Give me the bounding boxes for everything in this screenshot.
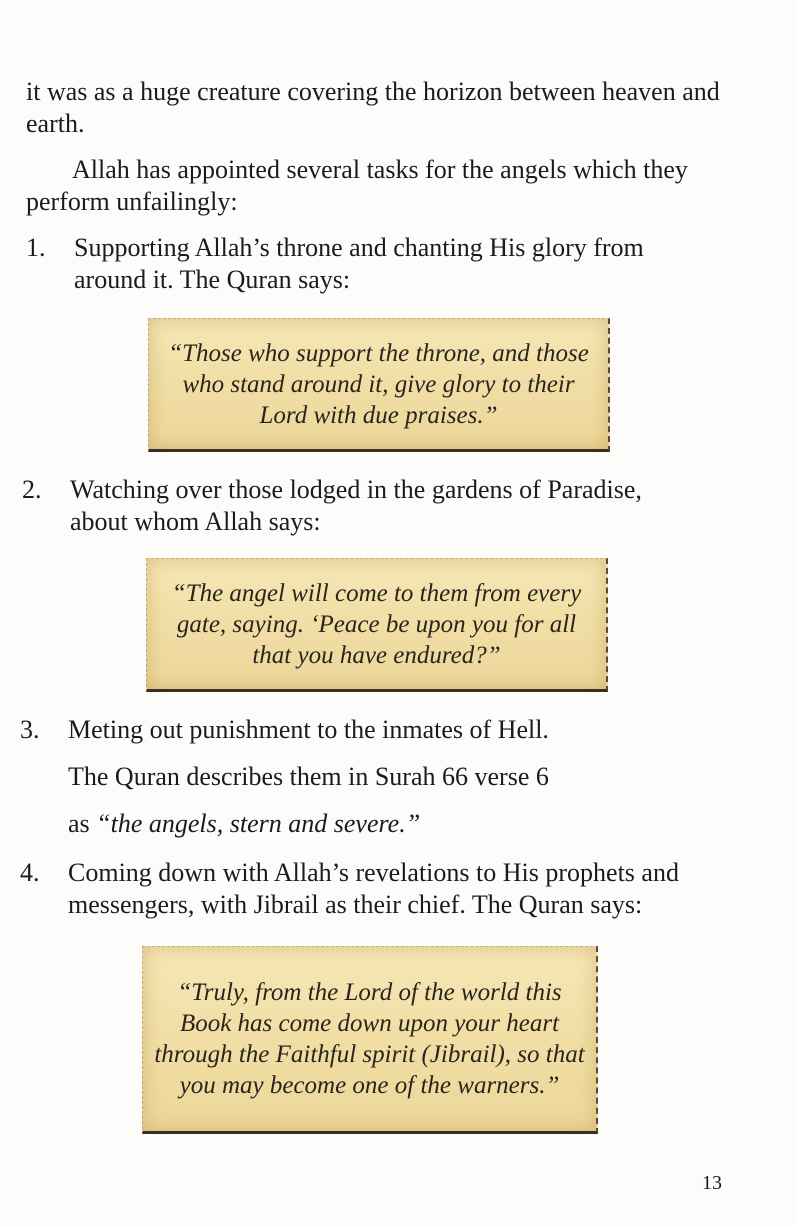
surah-quote-line xyxy=(68,808,420,840)
quote-text: “Truly, from the Lord of the world this Book has come down upon your heart through the Faithful spirit (Jibrail), so that you may become one of the warners.” xyxy=(154,979,585,1099)
list-item-number: 4. xyxy=(20,858,40,887)
quote-scroll xyxy=(146,558,608,692)
list-item xyxy=(22,474,702,538)
page-number: 13 xyxy=(702,1172,722,1194)
tasks-intro-paragraph: Allah has appointed several tasks for the angels which they perform unfailingly: xyxy=(26,155,688,216)
surah-reference: The Quran describes them in Surah 66 verse 6 xyxy=(68,762,549,791)
quote-scroll xyxy=(142,946,598,1134)
list-item-text: Watching over those lodged in the gardens of Paradise, about whom Allah says: xyxy=(70,475,642,536)
list-item-number: 2. xyxy=(22,475,42,504)
intro-paragraph: it was as a huge creature covering the horizon between heaven and earth. xyxy=(26,77,720,138)
list-item-text: Supporting Allah’s throne and chanting His glory from around it. The Quran says: xyxy=(74,233,644,294)
list-item xyxy=(26,232,706,296)
quote-scroll xyxy=(148,318,610,452)
quote-text: “The angel will come to them from every gate, saying. ‘Peace be upon you for all that you have endured?” xyxy=(171,579,582,669)
quote-text: “Those who support the throne, and those who stand around it, give glory to their Lord with due praises.” xyxy=(168,339,589,429)
list-item-number: 3. xyxy=(20,715,40,744)
list-item xyxy=(20,857,700,921)
surah-quote-prefix: as xyxy=(68,809,97,838)
list-item-number: 1. xyxy=(26,233,46,262)
list-item xyxy=(20,714,700,746)
surah-quote-italic: “the angels, stern and severe.” xyxy=(96,809,421,838)
list-item-text: Meting out punishment to the inmates of Hell. xyxy=(68,715,549,744)
list-item-text: Coming down with Allah’s revelations to His prophets and messengers, with Jibrail as their chief. The Quran says: xyxy=(68,858,679,919)
